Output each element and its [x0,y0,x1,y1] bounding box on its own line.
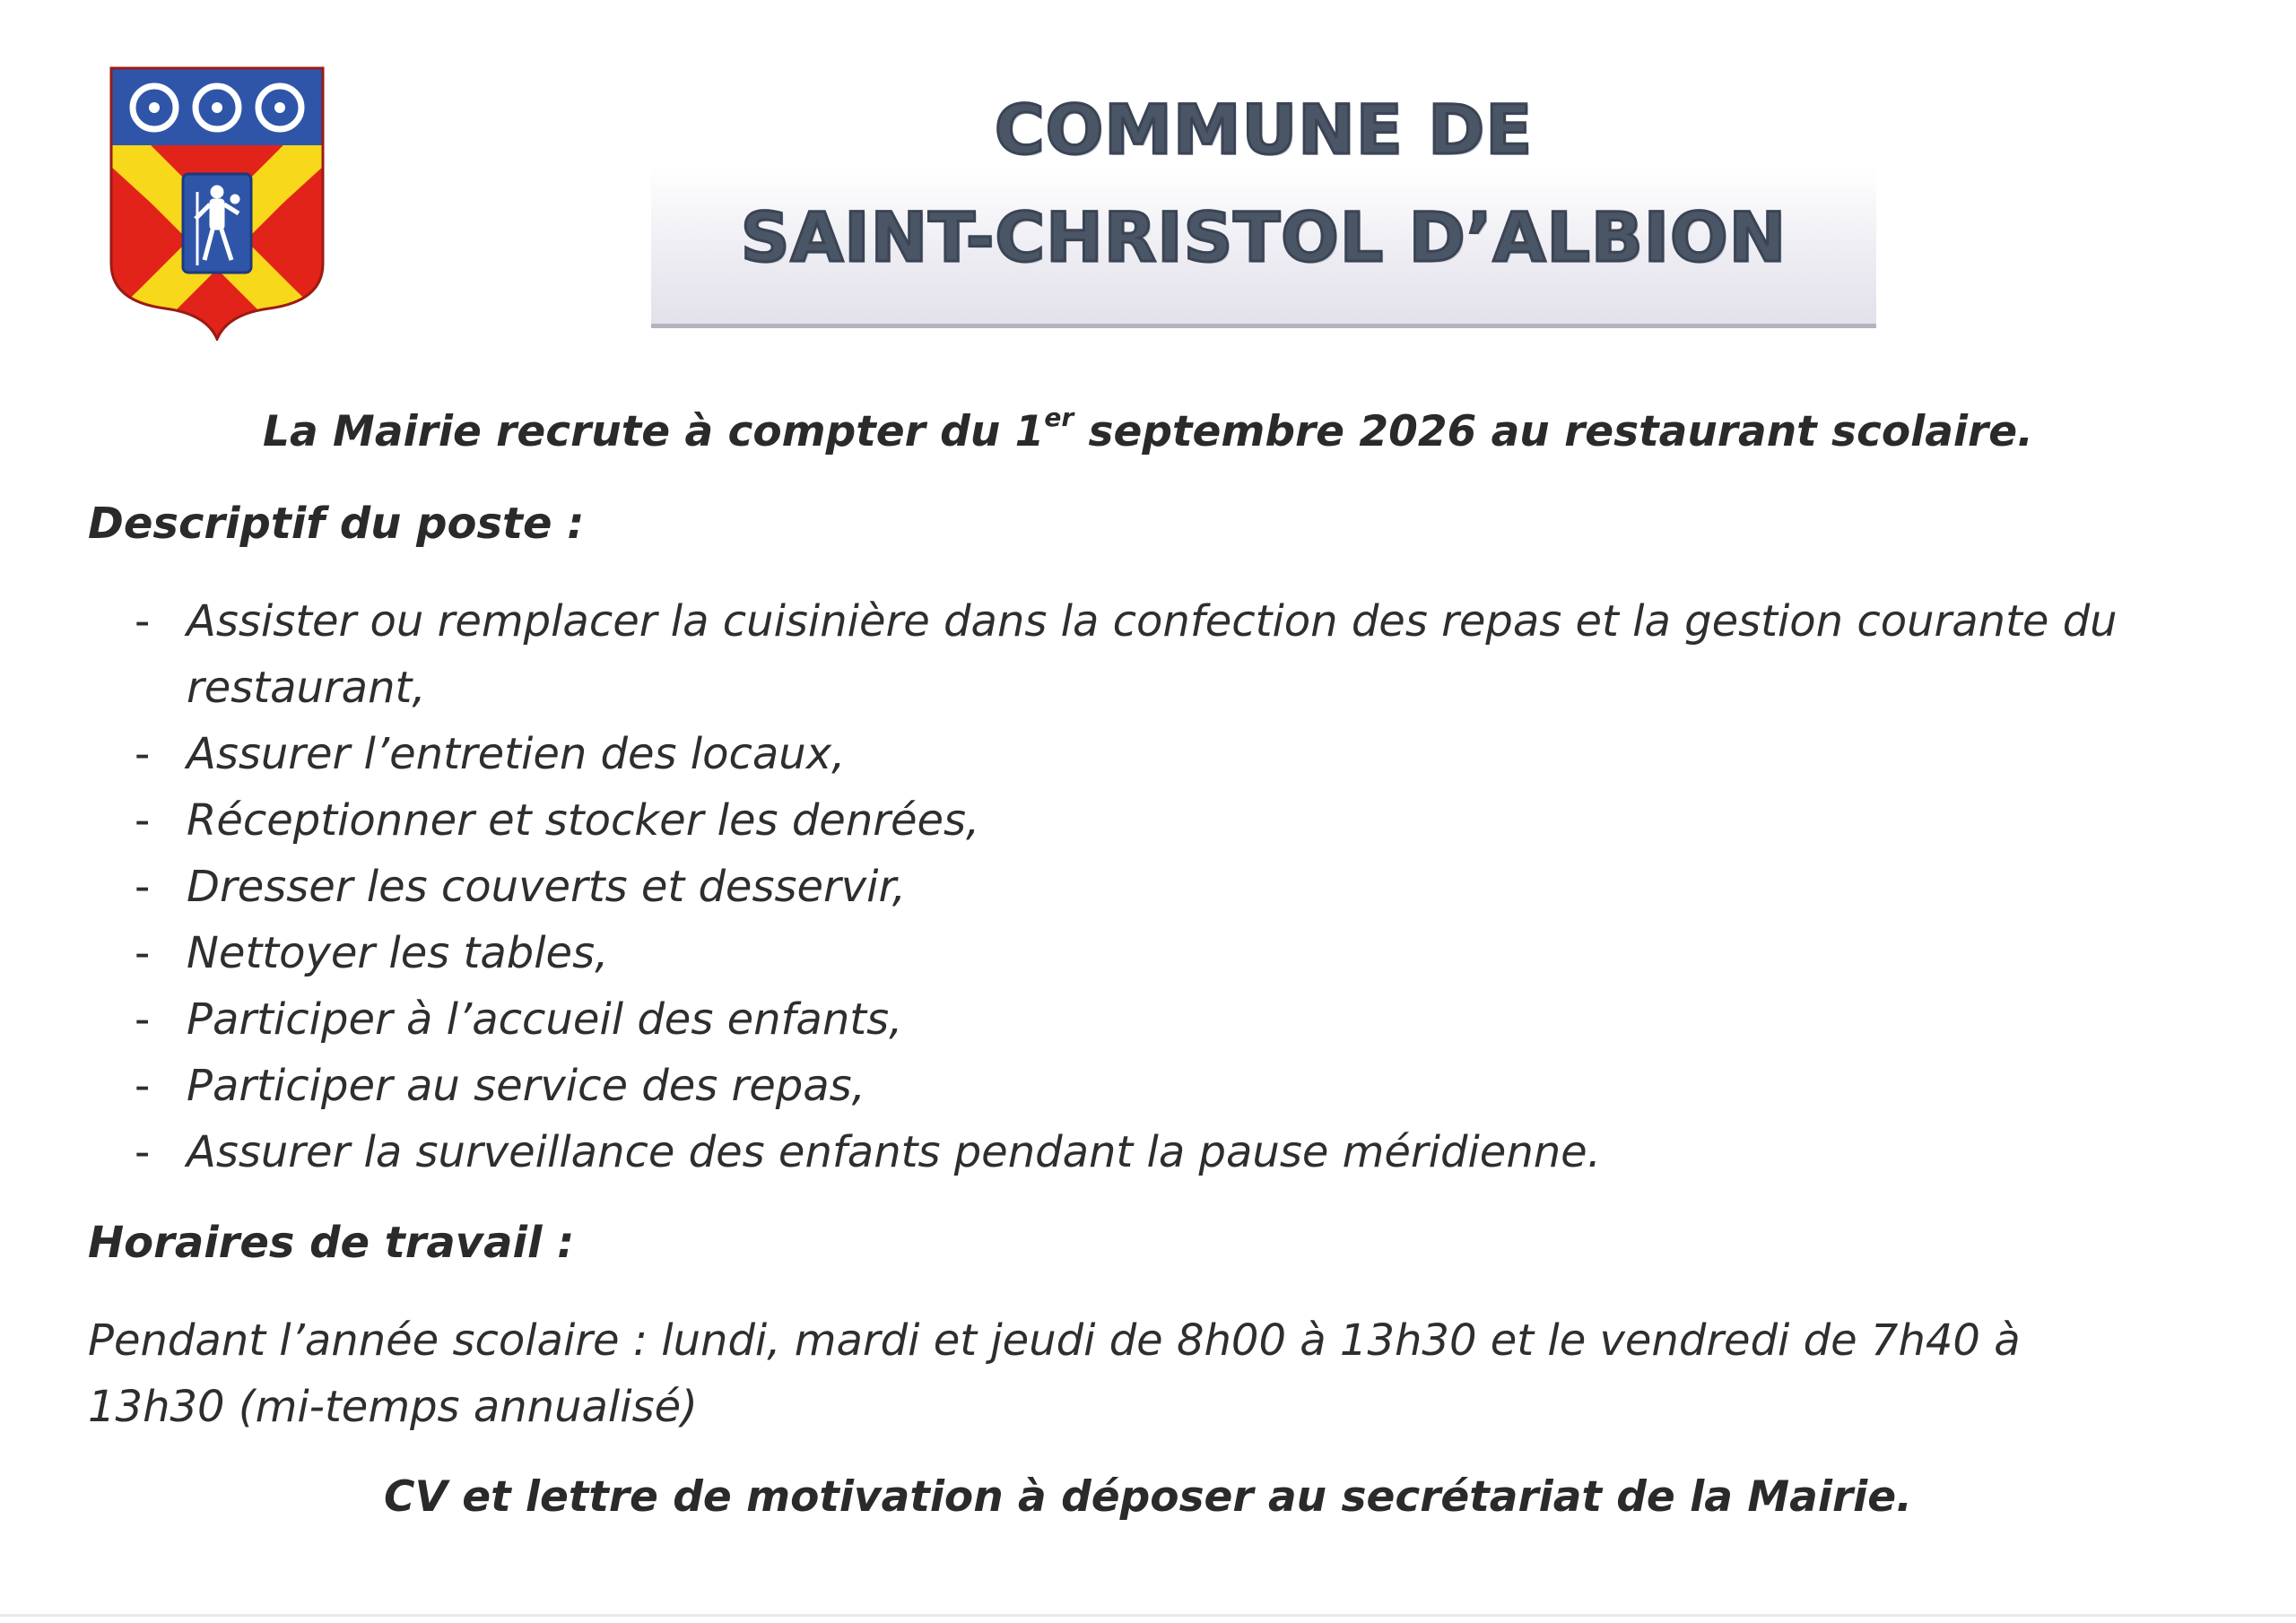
description-heading: Descriptif du poste : [88,499,585,549]
list-item-text: Assister ou remplacer la cuisinière dans la confection des repas et la gestion courante du restaurant, [187,596,2118,713]
bullet-dash: - [135,1061,151,1111]
list-item [135,588,2142,721]
intro-line [0,405,2296,459]
list-item [135,920,2179,986]
bullet-dash: - [135,928,151,978]
list-item [135,1119,2179,1185]
header-title-box [651,63,1876,328]
intro-text-start: La Mairie recrute à compter du 1 [263,407,1045,456]
title-line-2: SAINT-CHRISTOL D’ALBION [740,197,1787,277]
list-item-text: Participer à l’accueil des enfants, [187,994,903,1045]
title-line-1: COMMUNE DE [994,90,1534,169]
list-item-text: Participer au service des repas, [187,1061,865,1111]
intro-ordinal-sup: er [1044,403,1074,432]
bullet-dash: - [135,795,151,846]
list-item [135,854,2179,920]
list-item-text: Réceptionner et stocker les denrées, [187,795,980,846]
list-item-text: Assurer l’entretien des locaux, [187,729,846,779]
coat-of-arms-icon [109,66,325,341]
application-instructions: CV et lettre de motivation à déposer au secrétariat de la Mairie. [384,1472,1912,1522]
bullet-dash: - [135,729,151,779]
bullet-dash: - [135,994,151,1045]
bullet-dash: - [135,862,151,912]
list-item [135,1053,2179,1119]
bullet-dash: - [135,1127,151,1177]
list-item [135,787,2179,854]
hours-heading: Horaires de travail : [88,1218,575,1268]
list-item [135,986,2179,1053]
scan-edge-divider [0,1614,2296,1617]
duty-list [135,588,2179,1185]
hours-text: Pendant l’année scolaire : lundi, mardi et jeudi de 8h00 à 13h30 et le vendredi de 7h40 à 13h30 (mi-temps annualisé) [88,1315,2021,1432]
list-item [135,721,2179,787]
list-item-text: Dresser les couverts et desservir, [187,862,907,912]
list-item-text: Assurer la surveillance des enfants pendant la pause méridienne. [187,1127,1601,1177]
bullet-dash: - [135,596,151,647]
list-item-text: Nettoyer les tables, [187,928,609,978]
intro-text-end: septembre 2026 au restaurant scolaire. [1074,407,2033,456]
